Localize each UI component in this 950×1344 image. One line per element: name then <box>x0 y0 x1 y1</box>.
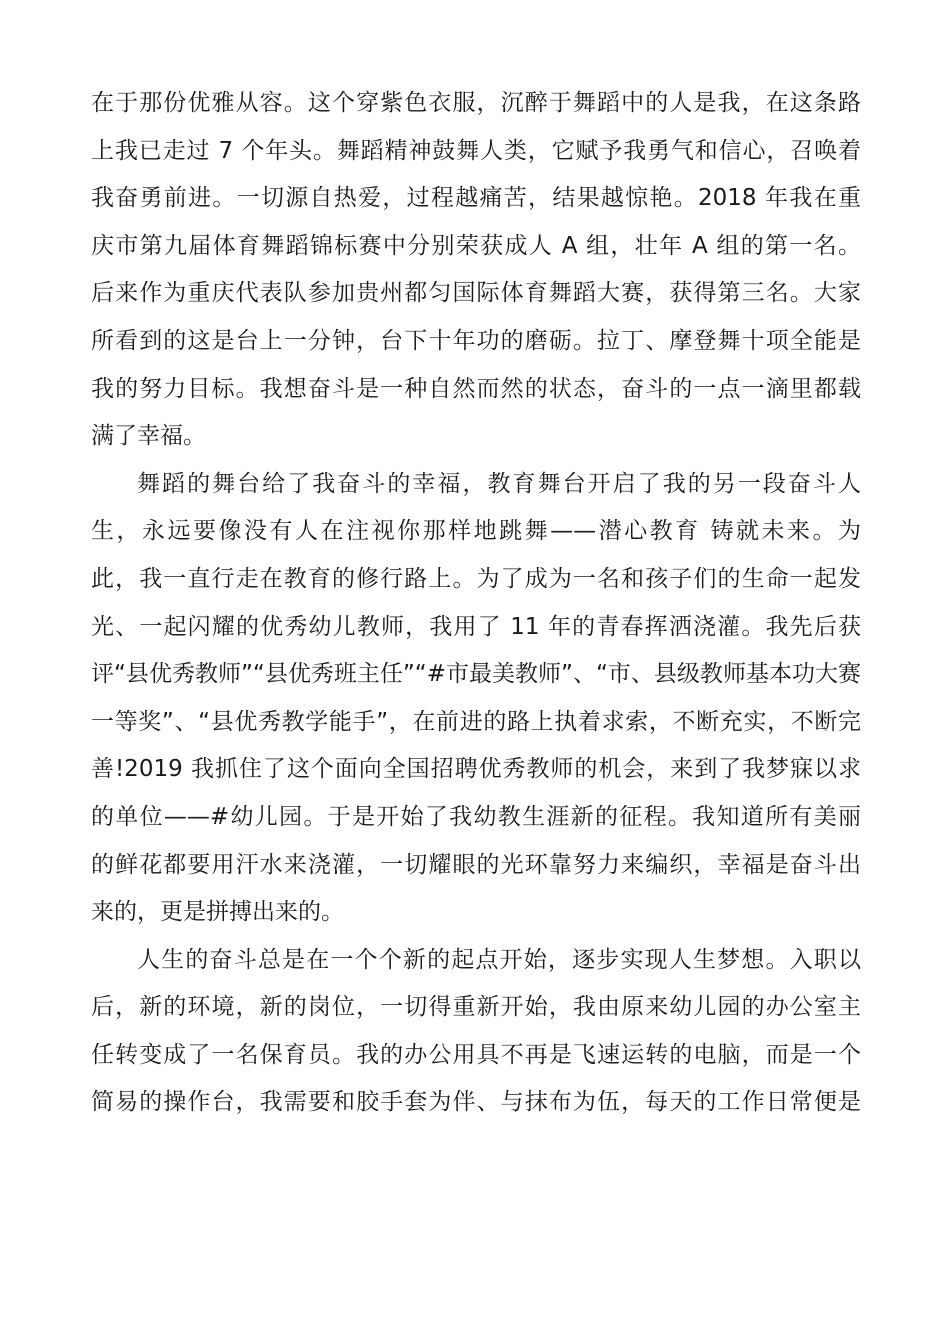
text-line: 的鲜花都要用汗水来浇灌，一切耀眼的光环靠努力来编织，幸福是奋斗出 <box>91 851 861 878</box>
text-line: 庆市第九届体育舞蹈锦标赛中分别荣获成人 A 组，壮年 A 组的第一名。 <box>91 232 861 259</box>
text-line: 所看到的这是台上一分钟，台下十年功的磨砺。拉丁、摩登舞十项全能是 <box>91 327 861 354</box>
text-line: 任转变成了一名保育员。我的办公用具不再是飞速运转的电脑，而是一个 <box>91 1041 861 1068</box>
text-line: 后来作为重庆代表队参加贵州都匀国际体育舞蹈大赛，获得第三名。大家 <box>91 280 861 307</box>
text-line: 生，永远要像没有人在注视你那样地跳舞——潜心教育 铸就未来。为 <box>91 518 861 545</box>
text-line: 来的，更是拼搏出来的。 <box>91 899 344 926</box>
paragraph-first-line: 舞蹈的舞台给了我奋斗的幸福，教育舞台开启了我的另一段奋斗人 <box>137 470 861 497</box>
text-line: 此，我一直行走在教育的修行路上。为了成为一名和孩子们的生命一起发 <box>91 565 861 592</box>
body-text <box>91 80 861 1127</box>
text-line: 一等奖”、“县优秀教学能手”，在前进的路上执着求索，不断充实，不断完 <box>91 708 861 735</box>
text-line: 善!2019 我抓住了这个面向全国招聘优秀教师的机会，来到了我梦寐以求 <box>91 756 861 783</box>
text-line: 简易的操作台，我需要和胶手套为伴、与抹布为伍，每天的工作日常便是 <box>91 1089 861 1116</box>
text-line: 上我已走过 7 个年头。舞蹈精神鼓舞人类，它赋予我勇气和信心，召唤着 <box>91 137 861 164</box>
text-line: 我的努力目标。我想奋斗是一种自然而然的状态，奋斗的一点一滴里都载 <box>91 375 861 402</box>
text-line: 光、一起闪耀的优秀幼儿教师，我用了 11 年的青春挥洒浇灌。我先后获 <box>91 613 861 640</box>
text-line: 满了幸福。 <box>91 423 206 450</box>
text-line: 我奋勇前进。一切源自热爱，过程越痛苦，结果越惊艳。2018 年我在重 <box>91 185 861 212</box>
text-line: 后，新的环境，新的岗位，一切得重新开始，我由原来幼儿园的办公室主 <box>91 994 861 1021</box>
text-line: 在于那份优雅从容。这个穿紫色衣服，沉醉于舞蹈中的人是我，在这条路 <box>91 90 861 116</box>
paragraph-first-line: 人生的奋斗总是在一个个新的起点开始，逐步实现人生梦想。入职以 <box>137 946 861 973</box>
text-line: 评“县优秀教师”“县优秀班主任”“#市最美教师”、“市、县级教师基本功大赛 <box>91 661 861 688</box>
text-line: 的单位——#幼儿园。于是开始了我幼教生涯新的征程。我知道所有美丽 <box>91 803 861 830</box>
